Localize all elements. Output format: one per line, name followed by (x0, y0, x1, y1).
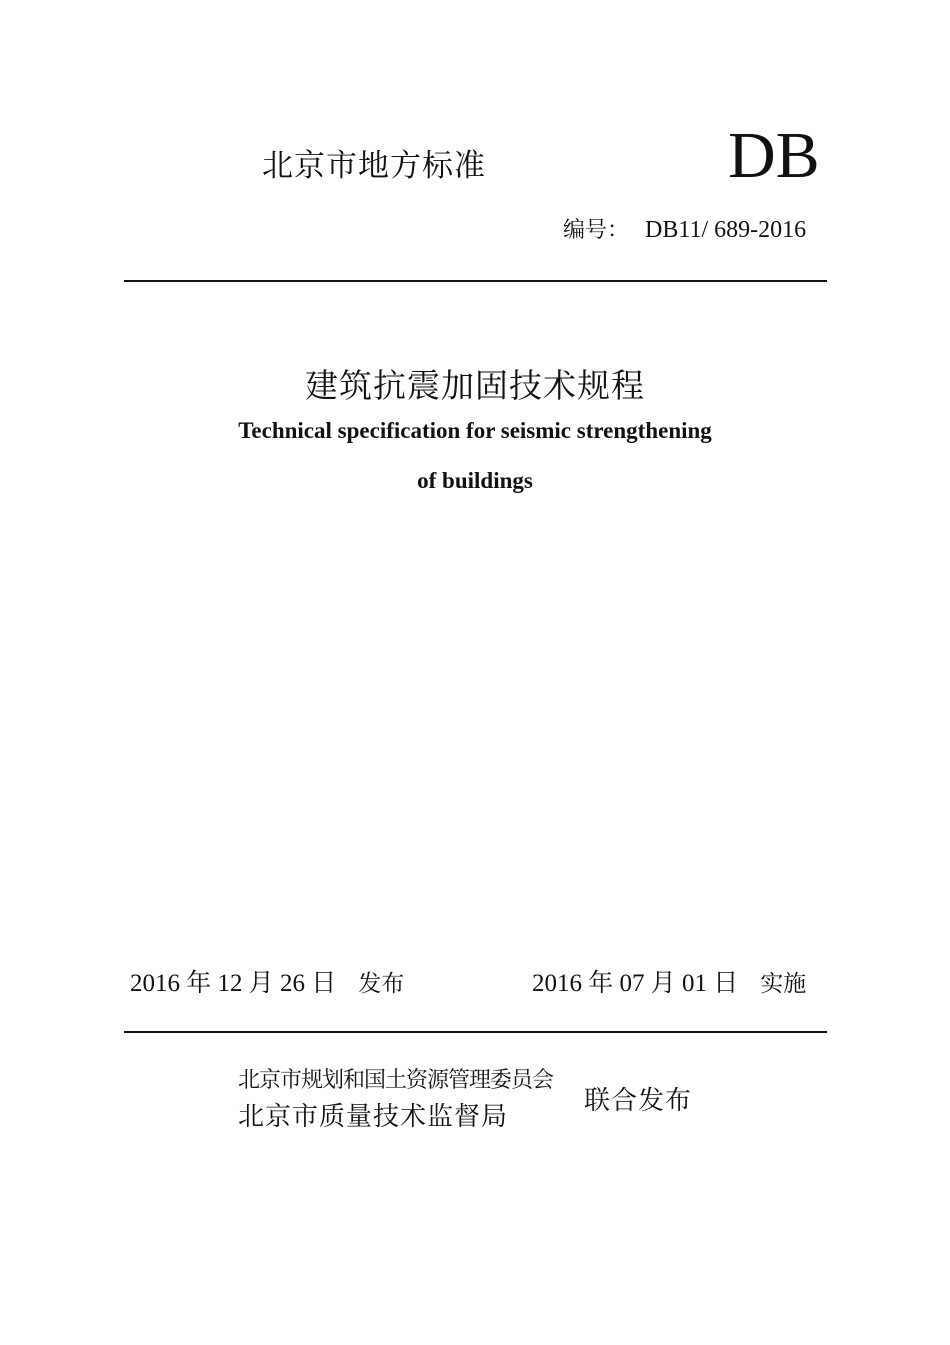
title-english-line1: Technical specification for seismic strengthening (238, 418, 712, 443)
standard-number (563, 213, 806, 244)
issuer-quality-bureau: 北京市质量技术监督局 (238, 1102, 509, 1132)
issuer-planning-commission: 北京市规划和国土资源管理委员会 (238, 1068, 554, 1093)
implementation-label: 实施 (760, 971, 807, 997)
db-logo: DB (728, 119, 820, 192)
issue-date-row (130, 963, 404, 999)
bottom-divider (124, 1031, 827, 1033)
implementation-date: 2016 年 07 月 01 日 (532, 970, 739, 997)
title-chinese: 建筑抗震加固技术规程 (305, 366, 645, 405)
top-divider (124, 280, 827, 282)
issue-label: 发布 (358, 971, 405, 997)
title-english-line2: of buildings (417, 468, 533, 493)
standard-number-label: 编号： (563, 218, 630, 243)
standard-number-value: DB11/ 689-2016 (645, 217, 807, 243)
joint-issue-label: 联合发布 (584, 1086, 693, 1116)
standard-type: 北京市地方标准 (262, 148, 486, 184)
issue-date: 2016 年 12 月 26 日 (130, 970, 337, 997)
implementation-date-row (532, 963, 806, 999)
